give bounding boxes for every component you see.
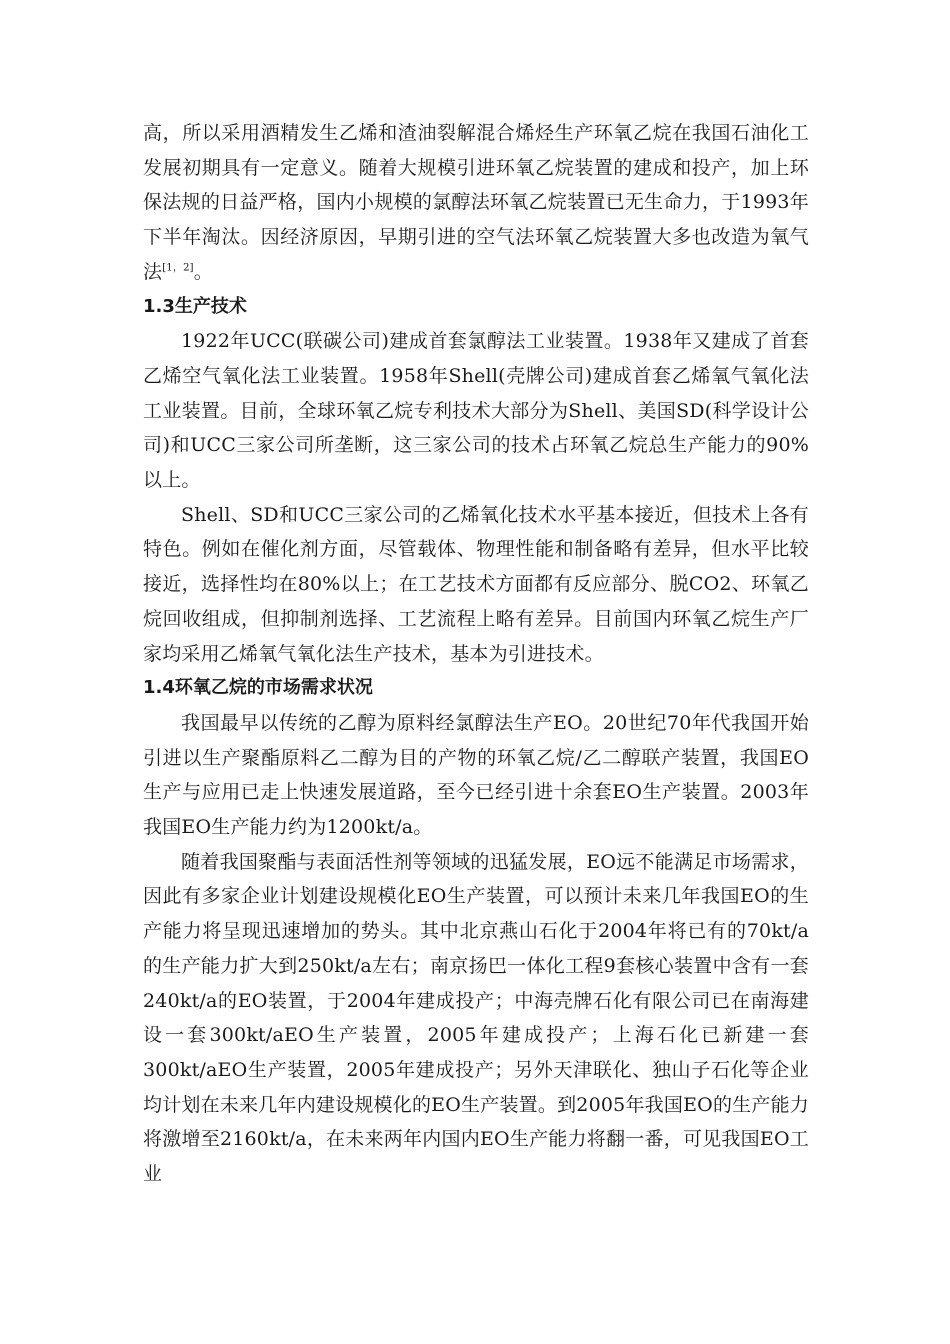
paragraph-text: 高，所以采用酒精发生乙烯和渣油裂解混合烯烃生产环氧乙烷在我国石油化工发展初期具有一定意义。随着大规模引进环氧乙烷装置的建成和投产，加上环保法规的日益严格，国内小规模的氯醇法环氧乙烷装置已无生命力，于1993年下半年淘汰。因经济原因，早期引进的空气法环氧乙烷装置大多也改造为氧气法	[143, 122, 809, 283]
section-heading-1-3: 1.3生产技术	[143, 295, 247, 317]
document-body	[143, 116, 809, 1192]
paragraph-continuation	[143, 116, 809, 290]
paragraph-market-history: 我国最早以传统的乙醇为原料经氯醇法生产EO。20世纪70年代我国开始引进以生产聚酯原料乙二醇为目的产物的环氧乙烷/乙二醇联产装置，我国EO生产与应用已走上快速发展道路，至今已经引进十余套EO生产装置。2003年我国EO生产能力约为1200kt/a。	[143, 711, 809, 839]
paragraph-tail: 。	[193, 260, 213, 283]
paragraph-production-history: 1922年UCC(联碳公司)建成首套氯醇法工业装置。1938年又建成了首套乙烯空气氧化法工业装置。1958年Shell(壳牌公司)建成首套乙烯氧气氧化法工业装置。目前，全球环氧乙烷专利技术大部分为Shell、美国SD(科学设计公司)和UCC三家公司所垄断，这三家公司的技术占环氧乙烷总生产能力的90%以上。	[143, 330, 809, 492]
section-heading-1-4: 1.4环氧乙烷的市场需求状况	[143, 677, 373, 699]
paragraph-market-demand: 随着我国聚酯与表面活性剂等领域的迅猛发展，EO远不能满足市场需求，因此有多家企业计划建设规模化EO生产装置，可以预计未来几年我国EO的生产能力将呈现迅速增加的势头。其中北京燕山石化于2004年将已有的70kt/a的生产能力扩大到250kt/a左右；南京扬巴一体化工程9套核心装置中含有一套240kt/a的EO装置，于2004年建成投产；中海壳牌石化有限公司已在南海建设一套300kt/aEO生产装置，2005年建成投产；上海石化已新建一套300kt/aEO生产装置，2005年建成投产；另外天津联化、独山子石化等企业均计划在未来几年内建设规模化的EO生产装置。到2005年我国EO的生产能力将激增至2160kt/a，在未来两年内国内EO生产能力将翻一番，可见我国EO工业	[143, 850, 809, 1186]
reference-marker: [1，2]	[162, 262, 194, 274]
paragraph-technology-comparison: Shell、SD和UCC三家公司的乙烯氧化技术水平基本接近，但技术上各有特色。例如在催化剂方面，尽管载体、物理性能和制备略有差异，但水平比较接近，选择性均在80%以上；在工艺技术方面都有反应部分、脱CO2、环氧乙烷回收组成，但抑制剂选择、工艺流程上略有差异。目前国内环氧乙烷生产厂家均采用乙烯氧气氧化法生产技术，基本为引进技术。	[143, 503, 809, 665]
